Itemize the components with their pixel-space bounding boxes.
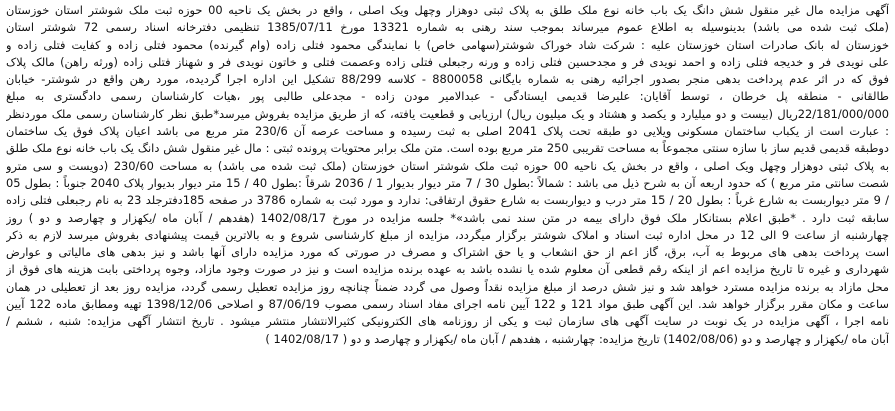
notice-line-17: محل مازاد به برنده مزایده مسترد خواهد شد و نیز شش درصد از مبلغ مزایده نقداً وصول می گردد ضمناً چنانچه روز مزایده تعطیل رسمی گردد، مزایده روز بعد از تعطیلی در همان [6, 279, 889, 294]
notice-line-20: آبان ماه /یکهزار و چهارصد و دو (1402/08/06) تاریخ مزایده: چهارشنبه ، هفدهم / آبان ماه /یکهزار و چهارصد و دو ( 1402/08/17 ) [265, 331, 889, 346]
notice-line-04: علی نویدی فر و خدیجه فتلی زاده و احمد نویدی فر و مجدحسین فتلی زاده و ورنه رجبعلی فتلی زاده وعصمت فتلی و خاتون نویدی فر و شهناز فتلی زاده (ورثه راهن) مالک پلاک [6, 54, 889, 69]
notice-line-05: فوق که در اثر عدم پرداخت بدهی منجر بصدور اجرائیه رهنی به شماره بایگانی 8800058 - کلاسه 88/299 تشکیل این اداره اجرا گردیده، مورد رهن واقع در شوشتر- خیابان [6, 72, 889, 87]
notice-line-02: (ملک ثبت شده می باشد) بدینوسیله به اطلاع عموم میرساند بموجب سند رهنی به شماره 13321 مورخ 1385/07/11 تنظیمی دفترخانه اسناد رسمی 72 شوشتر استان [6, 20, 889, 35]
notice-line-06: طالقانی - منطقه پل خرطان ، توسط آقایان: علیرضا قدیمی ایستادگی - عبدالامیر مودن زاده - مجدعلی طالبی پور ،هیات کارشناسان رسمی دادگستری به مبلغ [6, 89, 889, 104]
notice-line-09: دوطبقه قدیمی قدیم ساز با سازه سنتی مجموعاً به مساحت تقریبی 250 متر مربع بوده است. متن ملک برابر محتویات پرونده ثبتی : مال غیر منقول شش دانگ یک باب خانه نوع ملک طلق [6, 141, 889, 156]
notice-line-18: ساعت و مکان مقرر برگزار خواهد شد. این آگهی طبق مواد 121 و 122 آیین نامه اجرای مفاد اسناد رسمی مصوب 87/06/19 و اصلاحی 1398/12/06 تهیه ومطابق ماده 122 آیین [6, 297, 889, 312]
notice-line-07: 22/181/000/000ریال (بیست و دو میلیارد و یکصد و هشتاد و یک میلیون ریال) ارزیابی و قطعیت یافته، که از طریق مزایده بفروش میرسد*طبق نظر کارشناسان رسمی ملک موردنظر [6, 106, 889, 121]
notice-line-14: چهارشنبه از ساعت 9 الی 12 در محل اداره ثبت اسناد و املاک شوشتر برگزار میگردد، مزایده از مبلغ کارشناسی شروع و به بالاترین قیمت پیشنهادی بفروش میرسد لازم به ذکر [6, 227, 889, 242]
notice-line-08: : عبارت است از یکباب ساختمان مسکونی ویلایی دو طبقه تحت پلاک 2041 اصلی به ثبت رسیده و مساحت عرصه آن 230/6 متر مربع می باشد اعیان پلاک فوق یک ساختمان [6, 124, 889, 139]
notice-line-03: خوزستان له بانک صادرات استان خوزستان علیه : شرکت شاد خوراک شوشتر(سهامی خاص) با نمایندگی محمود فتلی زاده (وام گیرنده) محمود فتلی زاده و کفایت فتلی زاده و [6, 37, 889, 52]
notice-line-19: نامه اجرا ، آگهی مزایده در یک نوبت در سایت آگهی های سازمان ثبت و یکی از روزنامه های الکترونیکی کثیرالانتشار منتشر میشود . تاریخ انتشار آگهی مزایده: شنبه ، ششم / [6, 314, 889, 329]
notice-line-10: به پلاک ثبتی دوهزار وچهل ویک اصلی ، واقع در بخش یک ناحیه 00 حوزه ثبت ملک شوشتر استان خوزستان (ملک ثبت شده می باشد) به مساحت 230/60 (دویست و سی مترو [6, 158, 889, 173]
notice-line-15: است پرداخت بدهی های مربوط به آب، برق، گاز اعم از حق انشعاب و یا حق اشتراک و مصرف در صورتی که مورد مزایده دارای آنها باشد و نیز بدهی های مالیاتی و عوارض [6, 245, 889, 260]
notice-line-11: شصت سانتی متر مربع ) که حدود اربعه آن به شرح ذیل می باشد : شمالاً :بطول 30 / 7 متر دیوار بدیوار 1 / 2036 شرقاً :بطول 40 / 15 متر دیوار بدیوار پلاک 2040 جنوباً : بطول 05 [6, 175, 889, 190]
notice-line-16: شهرداری و غیره تا تاریخ مزایده اعم از اینکه رقم قطعی آن معلوم شده یا نشده باشد به عهده برنده مزایده است و نیز در صورت وجود مازاد، وجوه پرداختی بابت هزینه های فوق از [6, 262, 889, 277]
notice-line-01: آگهی مزایده مال غیر منقول شش دانگ یک باب خانه نوع ملک طلق به پلاک ثبتی دوهزار وچهل ویک اصلی ، واقع در بخش یک ناحیه 00 حوزه ثبت ملک شوشتر استان خوزستان [6, 3, 889, 17]
notice-line-12: / 9 متر دیواربست به شارع غرباً : بطول 20 / 15 متر درب و دیواربست به شارع حقوق ارتفاقی: ندارد و مورد ثبت به شماره 3786 در صفحه 185دفترجلد 23 به نام رجبعلی فتلی زاده [6, 193, 889, 208]
notice-line-13: سابقه ثبت دارد . *طبق اعلام بستانکار ملک فوق دارای بیمه در متن سند نمی باشد»* جلسه مزایده در مورخ 1402/08/17 (هفدهم / آبان ماه /یکهزار و چهارصد و دو ) روز [6, 210, 889, 225]
